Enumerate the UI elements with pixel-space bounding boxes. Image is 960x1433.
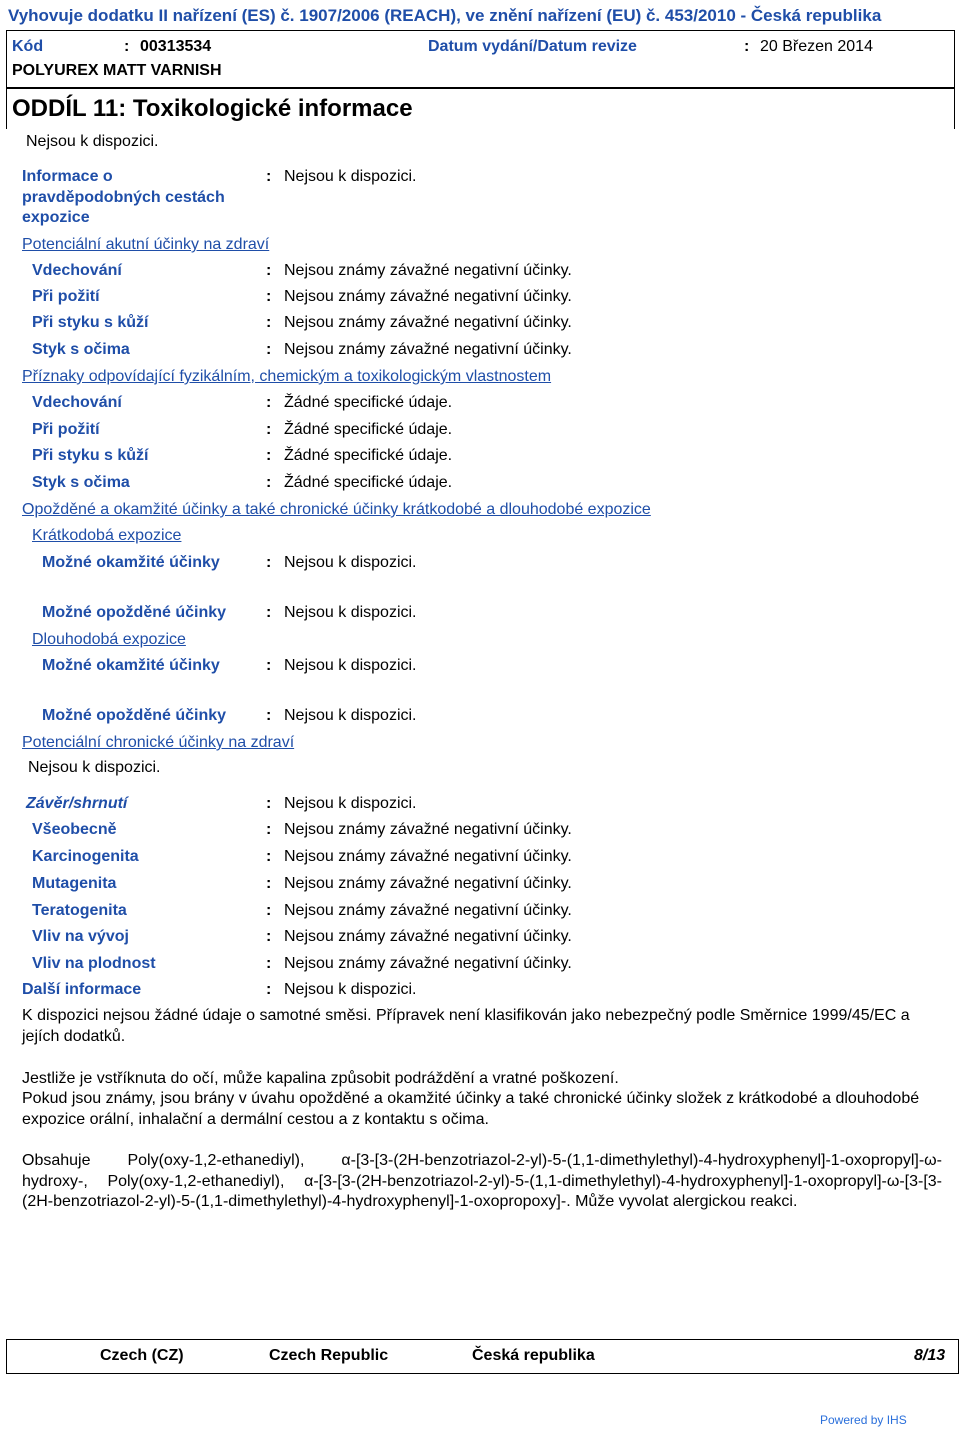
chronic-effects-heading: Potenciální chronické účinky na zdraví <box>22 734 295 751</box>
acute-effects-heading: Potenciální akutní účinky na zdraví <box>22 236 270 253</box>
chronic-label-teratogenicity: Teratogenita <box>32 902 127 919</box>
regulation-title: Vyhovuje dodatku II nařízení (ES) č. 1907/2006 (REACH), ve znění nařízení (EU) č. 453/2010 - Česká republika <box>8 6 882 25</box>
long-term-heading: Dlouhodobá expozice <box>32 631 186 648</box>
other-info-label: Další informace <box>22 981 142 998</box>
symptoms-value-skin: Žádné specifické údaje. <box>284 447 453 464</box>
chronic-value-fertility: Nejsou známy závažné negativní účinky. <box>284 955 572 972</box>
chronic-value-mutagenicity: Nejsou známy závažné negativní účinky. <box>284 875 572 892</box>
powered-by-ihs: Powered by IHS <box>820 1413 907 1427</box>
symptoms-value-inhalation: Žádné specifické údaje. <box>284 394 453 411</box>
chronic-label-development: Vliv na vývoj <box>32 928 129 945</box>
symptoms-colon: : <box>266 394 272 411</box>
short-delayed-label: Možné opožděné účinky <box>42 604 227 621</box>
acute-colon: : <box>266 288 272 305</box>
date-label: Datum vydání/Datum revize <box>428 38 637 55</box>
symptoms-value-eyes: Žádné specifické údaje. <box>284 474 453 491</box>
chronic-label-mutagenicity: Mutagenita <box>32 875 117 892</box>
footer-language: Czech (CZ) <box>100 1347 184 1364</box>
routes-label-line3: expozice <box>22 209 90 226</box>
code-colon: : <box>124 38 130 55</box>
acute-label-eyes: Styk s očima <box>32 341 130 358</box>
chronic-colon: : <box>266 848 272 865</box>
mixture-note: K dispozici nejsou žádné údaje o samotné směsi. Přípravek není klasifikován jako nebezpečný podle Směrnice 1999/45/EC a jejích dodatků. <box>22 1007 910 1045</box>
other-info-colon: : <box>266 981 272 998</box>
chronic-value-teratogenicity: Nejsou známy závažné negativní účinky. <box>284 902 572 919</box>
acute-colon: : <box>266 314 272 331</box>
symptoms-heading: Příznaky odpovídající fyzikálním, chemickým a toxikologickým vlastnostem <box>22 368 552 385</box>
component-effects-note: Pokud jsou známy, jsou brány v úvahu opožděné a okamžité účinky a také chronické účinky složek z krátkodobé a dlouhodobé expozice orální, inhalační a dermální cestou a z kontaktu s očima. <box>22 1090 920 1128</box>
symptoms-colon: : <box>266 474 272 491</box>
routes-label-line2: pravděpodobných cestách <box>22 189 225 206</box>
acute-label-ingestion: Při požití <box>32 288 100 305</box>
chronic-value-general: Nejsou známy závažné negativní účinky. <box>284 821 572 838</box>
other-info-value: Nejsou k dispozici. <box>284 981 417 998</box>
chronic-value-carcinogenicity: Nejsou známy závažné negativní účinky. <box>284 848 572 865</box>
acute-value-inhalation: Nejsou známy závažné negativní účinky. <box>284 262 572 279</box>
chronic-colon: : <box>266 955 272 972</box>
chronic-label-carcinogenicity: Karcinogenita <box>32 848 139 865</box>
section-title: ODDÍL 11: Toxikologické informace <box>12 95 413 122</box>
short-delayed-value: Nejsou k dispozici. <box>284 604 417 621</box>
code-label: Kód <box>12 38 44 55</box>
delayed-effects-heading: Opožděné a okamžité účinky a také chronické účinky krátkodobé a dlouhodobé expozice <box>22 501 651 518</box>
symptoms-label-inhalation: Vdechování <box>32 394 122 411</box>
long-immediate-colon: : <box>266 657 272 674</box>
acute-value-ingestion: Nejsou známy závažné negativní účinky. <box>284 288 572 305</box>
acute-label-inhalation: Vdechování <box>32 262 122 279</box>
chronic-colon: : <box>266 902 272 919</box>
code-value: 00313534 <box>140 38 212 55</box>
conclusion-value: Nejsou k dispozici. <box>284 795 417 812</box>
footer-country-en: Czech Republic <box>269 1347 389 1364</box>
short-term-heading: Krátkodobá expozice <box>32 527 182 544</box>
symptoms-label-ingestion: Při požití <box>32 421 100 438</box>
chronic-value-development: Nejsou známy závažné negativní účinky. <box>284 928 572 945</box>
symptoms-colon: : <box>266 421 272 438</box>
chronic-label-general: Všeobecně <box>32 821 117 838</box>
symptoms-colon: : <box>266 447 272 464</box>
routes-value: Nejsou k dispozici. <box>284 168 417 185</box>
long-delayed-value: Nejsou k dispozici. <box>284 707 417 724</box>
product-name: POLYUREX MATT VARNISH <box>12 62 222 79</box>
symptoms-label-eyes: Styk s očima <box>32 474 130 491</box>
long-delayed-label: Možné opožděné účinky <box>42 707 227 724</box>
short-delayed-colon: : <box>266 604 272 621</box>
acute-label-skin: Při styku s kůží <box>32 314 149 331</box>
conclusion-colon: : <box>266 795 272 812</box>
symptoms-value-ingestion: Žádné specifické údaje. <box>284 421 453 438</box>
conclusion-label: Závěr/shrnutí <box>26 795 128 812</box>
chronic-colon: : <box>266 821 272 838</box>
acute-value-eyes: Nejsou známy závažné negativní účinky. <box>284 341 572 358</box>
short-immediate-colon: : <box>266 554 272 571</box>
chronic-colon: : <box>266 928 272 945</box>
long-immediate-label: Možné okamžité účinky <box>42 657 220 674</box>
short-immediate-label: Možné okamžité účinky <box>42 554 220 571</box>
acute-value-skin: Nejsou známy závažné negativní účinky. <box>284 314 572 331</box>
acute-colon: : <box>266 341 272 358</box>
symptoms-label-skin: Při styku s kůží <box>32 447 149 464</box>
short-immediate-value: Nejsou k dispozici. <box>284 554 417 571</box>
long-immediate-value: Nejsou k dispozici. <box>284 657 417 674</box>
eye-contact-note: Jestliže je vstříknuta do očí, může kapalina způsobit podráždění a vratné poškození. <box>22 1070 619 1087</box>
footer-country-cz: Česká republika <box>472 1347 595 1364</box>
chronic-colon: : <box>266 875 272 892</box>
routes-colon: : <box>266 168 272 185</box>
date-colon: : <box>744 38 750 55</box>
page-number: 8/13 <box>914 1347 946 1364</box>
routes-label-line1: Informace o <box>22 168 113 185</box>
acute-colon: : <box>266 262 272 279</box>
chronic-intro: Nejsou k dispozici. <box>28 759 161 776</box>
chronic-label-fertility: Vliv na plodnost <box>32 955 156 972</box>
long-delayed-colon: : <box>266 707 272 724</box>
allergen-note: Obsahuje Poly(oxy-1,2-ethanediyl), α-[3-[3-(2H-benzotriazol-2-yl)-5-(1,1-dimethylethyl)-4-hydroxyphenyl]-1-oxopropyl]-ω-hydroxy-, Poly(oxy-1,2-ethanediyl), α-[3-[3-(2H-benzotriazol-2-yl)-5-(1,1-dimethylethyl)-4-hydroxyphenyl]-1-oxopropyl]-ω-[3-[3-(2H-benzotriazol-2-yl)-5-(1,1-dimethylethyl)-4-hydroxyphenyl]-1-oxopropoxy]-. Může vyvolat alergickou reakci. <box>22 1152 942 1210</box>
date-value: 20 Březen 2014 <box>760 38 873 55</box>
section-intro: Nejsou k dispozici. <box>26 133 159 150</box>
